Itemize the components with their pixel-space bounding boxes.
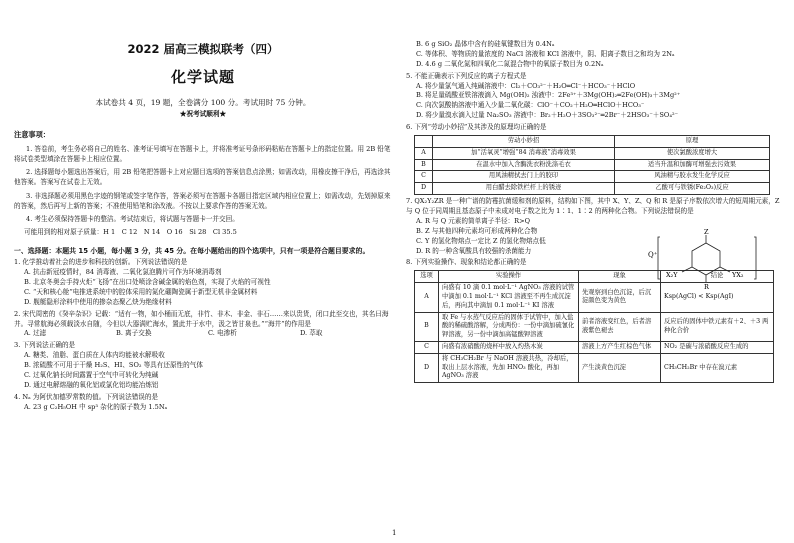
bond-right (720, 267, 730, 272)
option-a: A. 将少量氯气通入纯碱溶液中：Cl₂＋CO₃²⁻＋H₂O═Cl⁻＋HCO₃⁻＋HClO (416, 81, 636, 90)
question-stem: 3. 下列说法正确的是 (14, 341, 76, 350)
option-b: B. Z 与其他四种元素均可形成两种化合物 (416, 226, 538, 235)
question-stem: 6. 下列“劳动小妙招”及其涉及的原理均正确的是 (406, 123, 547, 132)
table-cell: C (415, 342, 439, 354)
benzene-ring (692, 243, 720, 275)
q6-table (414, 135, 770, 195)
table-header-cell: 选项 (415, 271, 439, 283)
table-header-cell: 现象 (579, 271, 661, 283)
molecule-structure-diagram (646, 227, 766, 291)
question-stem: 8. 下列实验操作、现象和结论都正确的是 (406, 258, 527, 267)
section-heading: 一、选择题：本题共 15 小题，每小题 3 分，共 45 分。在每小题给出的四个选项中，只有一项是符合题目要求的。 (14, 247, 370, 256)
exam-title: 2022 届高三模拟联考（四） (127, 42, 279, 56)
question-3 (14, 341, 392, 390)
table-cell: 取 Fe 与水蒸气反应后的固体于试管中，加入盐酸的稀硫酸溶解，分成两份：一份中滴加硫氰化钾溶液，另一份中滴加高锰酸钾溶液 (439, 312, 579, 341)
bracket-right (754, 237, 756, 279)
bracket-left (658, 237, 660, 279)
table-cell: 向盛有浓硝酸的烧杯中放入灼热木炭 (439, 342, 579, 354)
table-row (415, 147, 770, 159)
table-cell: 溶液上方产生红棕色气体 (579, 342, 661, 354)
table-cell: A (415, 147, 433, 159)
table-cell: 乙酸可与铁锈(Fe₂O₃)反应 (615, 183, 770, 195)
table-cell: 将 CH₃CH₂Br 与 NaOH 溶液共热，冷却后，取出上层水溶液，先加 HNO₃ 酸化，再加 AgNO₃ 溶液 (439, 353, 579, 382)
atomic-masses: 可能用到的相对原子质量：H 1 C 12 N 14 O 16 Si 28 Cl 35.5 (24, 228, 237, 237)
question-stem: 5. 不能正确表示下列反应的离子方程式是 (406, 71, 527, 80)
option-c: C. Y 的氢化物熔点一定比 Z 的氢化物熔点低 (416, 236, 546, 245)
question-stem: 4. Nₐ 为阿伏加德罗常数的值。下列说法错误的是 (14, 392, 159, 401)
table-header-cell (415, 136, 433, 148)
table-header-cell: 实验操作 (439, 271, 579, 283)
notice-item: 2. 选择题每小题选出答案后，用 2B 铅笔把答题卡上对应题目选项的答案信息点涂黑；如需改动，用橡皮擦干净后，再选涂其他答案。答案写在试卷上无效。 (14, 168, 391, 187)
option-c: C. 电渗析 (208, 329, 237, 338)
option-c: C. 向次氯酸钠溶液中通入少量二氧化碳：ClO⁻＋CO₂＋H₂O═HClO＋HCO₃⁻ (416, 101, 645, 110)
notice-item: 1. 答卷前，考生务必将自己的姓名、准考证号填写在答题卡上，并将准考证号条形码粘贴在答题卡上的指定位置。用 2B 铅笔将试卷类型填涂在答题卡上相应位置。 (14, 144, 391, 164)
option-a: A. 过滤 (24, 329, 47, 338)
option-b: B. 浓硫酸不可用于干燥 H₂S、HI、SO₂ 等具有还原性的气体 (24, 361, 203, 370)
table-cell: A (415, 283, 439, 312)
structure-label-z: Z (704, 228, 709, 237)
notice-item: 4. 考生必须保持答题卡的整洁。考试结束后，将试题与答题卡一并交回。 (26, 215, 239, 224)
subject-title: 化学试题 (170, 68, 235, 87)
table-row (415, 342, 774, 354)
option-c: C. 过氧化钠长时间露置于空气中可转化为纯碱 (24, 371, 159, 380)
table-header-cell: 原理 (615, 136, 770, 148)
option-b: B. 将足量硫酸亚铁溶液滴入 Mg(OH)₂ 浊液中：2Fe³⁺＋3Mg(OH)₂═2Fe(OH)₃＋3Mg²⁺ (416, 91, 681, 100)
table-cell: 用白醋去除铁栏杆上的锈迹 (433, 183, 615, 195)
question-stem: 7. QX₂Y₂ZR 是一种广谱的防霉抗菌缓和剂的原料，结构如下图，其中 X、Y、Z、Q 和 R 是原子序数依次增大的短周期元素，Z 与 Q 位于同周期且基态原子中未成对电子数之比为 1∶1、1∶2 的两种化合物。下列说法错误的是 (406, 197, 780, 215)
table-cell: 先观察到白色沉淀，后沉淀颜色变为黄色 (579, 283, 661, 312)
option-a: A. 抗击新冠疫情时，84 消毒液、二氧化氯泡腾片可作为环境消毒剂 (24, 268, 222, 277)
table-cell: 使次氯酸浓度增大 (615, 147, 770, 159)
option-b: B. 北京冬奥会手持火炬“飞扬”在出口处喷涂含碱金属的焰色剂，实现了火焰的可视性 (24, 278, 271, 287)
question-stem: 1. 化学推动着社会的进步和科技的创新。下列说法错误的是 (14, 258, 188, 267)
structure-label-yx2: YX₂ (732, 271, 744, 280)
table-cell: 风油精与胶水发生化学反应 (615, 171, 770, 183)
table-cell: B (415, 159, 433, 171)
notice-item: 3. 非选择题必须用黑色字迹的钢笔或签字笔作答，答案必须写在答题卡各题目指定区域内相应位置上；如需改动，先划掉原来的答案，然后再写上新的答案；不准使用铅笔和涂改液。不按以上要求作答的答案无效。 (14, 191, 391, 210)
table-cell: Ksp(AgCl) < Ksp(AgI) (661, 283, 774, 312)
table-cell: 在温水中加入含酶洗衣粉洗涤毛衣 (433, 159, 615, 171)
table-cell: 反应后的固体中铁元素有＋2、＋3 两种化合价 (661, 312, 774, 341)
structure-label-q: Q⁺ (648, 251, 658, 260)
table-cell: NO₂ 是碳与浓硝酸反应生成的 (661, 342, 774, 354)
table-header-cell: 劳动小妙招 (433, 136, 615, 148)
table-cell: 用风油精拭去门上的胶印 (433, 171, 615, 183)
option-b: B. 6 g SiO₂ 晶体中含有的硅氧键数目为 0.4Nₐ (416, 40, 555, 48)
bond-left (682, 267, 692, 272)
options-row (14, 329, 392, 339)
question-1 (14, 258, 392, 307)
option-a: A. 糖类、油脂、蛋白质在人体内均能被水解吸收 (24, 351, 165, 360)
option-a: A. R 与 Q 元素的简单离子半径：R>Q (416, 216, 531, 225)
table-cell: 前者溶液变红色，后者溶液紫色褪去 (579, 312, 661, 341)
table-row (415, 183, 770, 195)
table-cell: CH₃CH₂Br 中存在溴元素 (661, 353, 774, 382)
table-cell: 向盛有 10 滴 0.1 mol·L⁻¹ AgNO₃ 溶液的试管中滴加 0.1 mol·L⁻¹ KCl 溶液至不再生成沉淀后，再向其中滴加 0.1 mol·L⁻¹ KI 溶液 (439, 283, 579, 312)
option-c: C. “天和核心舱”电推进系统中的腔体采用的氮化硼陶瓷属于新型无机非金属材料 (24, 287, 258, 296)
table-row (415, 171, 770, 183)
question-6 (406, 123, 786, 195)
option-a: A. 23 g C₂H₅OH 中 sp³ 杂化的原子数为 1.5Nₐ (24, 402, 168, 411)
table-cell: 产生淡黄色沉淀 (579, 353, 661, 382)
option-d: D. 4.6 g 二氧化氮和四氧化二氮混合物中的氧原子数目为 0.2Nₐ (416, 59, 604, 68)
table-cell: 适当升温和加酶可增强去污效果 (615, 159, 770, 171)
structure-label-r: R (704, 283, 709, 292)
notice-heading: 注意事项： (14, 130, 50, 140)
option-b: B. 离子交换 (116, 329, 152, 338)
table-row (415, 159, 770, 171)
exam-info: 本试卷共 4 页，19 题，全卷满分 100 分。考试用时 75 分钟。 (95, 97, 311, 107)
table-cell: C (415, 171, 433, 183)
question-5 (406, 72, 786, 121)
table-cell: B (415, 312, 439, 341)
question-2 (14, 310, 392, 340)
table-cell: D (415, 183, 433, 195)
page-number: 1 (392, 529, 397, 537)
option-d: D. 舰艇隐形涂料中使用的掺杂态聚乙炔为绝缘材料 (24, 297, 172, 306)
option-c: C. 等体积、等物质的量浓度的 NaCl 溶液和 KCl 溶液中，阴、阳离子数目之和均为 2Nₐ (416, 49, 675, 58)
table-header-cell: 结论 (661, 271, 774, 283)
table-row (415, 353, 774, 382)
table-cell: 加“活氧灵”增强“84 消毒液”消毒效果 (433, 147, 615, 159)
option-d: D. 萃取 (300, 329, 323, 338)
q7-options (406, 217, 644, 257)
table-cell: D (415, 353, 439, 382)
left-column (14, 40, 392, 413)
option-d: D. R 的一种含氧酸具有较强的杀菌能力 (416, 246, 532, 255)
notice-section (14, 130, 392, 238)
right-column (406, 40, 786, 383)
structure-label-x2y: X₂Y (666, 271, 678, 280)
table-row (415, 312, 774, 341)
good-luck-banner: ★祝考试顺利★ (179, 110, 227, 119)
question-stem: 2. 宋代周密的《癸辛杂识》记载：“适有一物，如小桶而无底，非竹、非木、非金、非石……来以贵货，闭口此至交也，其名曰海井。寻常航海必须载淡水自随，今但以大器满贮海水，置此井于水中，汲之皆甘泉也。”“海井”的作用是 (14, 309, 389, 328)
option-d: D. 通过电解熔融的氧化铝或氯化铝均能冶炼铝 (24, 380, 159, 389)
table-header-row (415, 136, 770, 148)
question-4 (14, 393, 392, 413)
option-d: D. 将少量溴水滴入过量 Na₂SO₃ 溶液中：Br₂＋H₂O＋3SO₃²⁻═2Br⁻＋2HSO₃⁻＋SO₄²⁻ (416, 111, 679, 120)
